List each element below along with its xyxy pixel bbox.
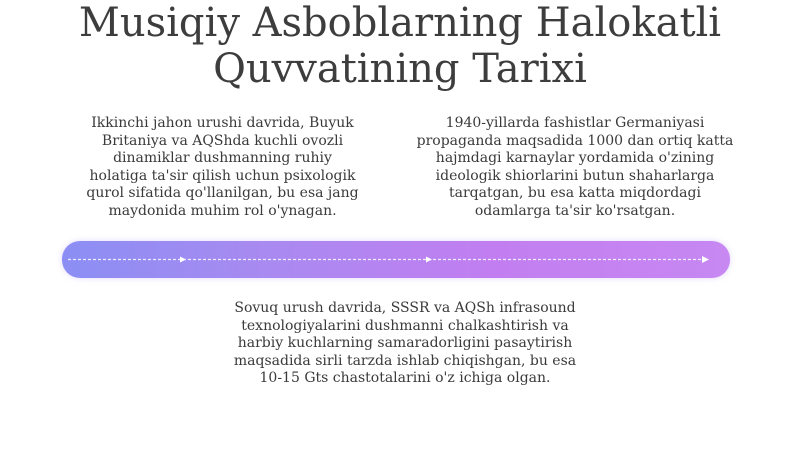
text-line: tarqatgan, bu esa katta miqdordagi <box>449 185 701 201</box>
text-line: Britaniya va AQShda kuchli ovozli <box>101 132 344 149</box>
text-block-right <box>410 115 740 220</box>
text-line: 1940-yillarda fashistlar Germaniyasi <box>445 115 705 131</box>
text-line: harbiy kuchlarning samaradorligini pasaytirish <box>237 335 573 351</box>
text-line: holatiga ta'sir qilish uchun psixologik <box>89 167 356 184</box>
text-line: propaganda maqsadida 1000 dan ortiq katta <box>416 132 734 149</box>
text-line: odamlarga ta'sir ko'rsatgan. <box>474 202 676 219</box>
text-block-left <box>55 115 390 220</box>
text-line: 10-15 Gts chastotalarini o'z ichiga olgan. <box>259 370 551 386</box>
text-line: qurol sifatida qo'llanilgan, bu esa jang <box>86 185 359 201</box>
text-line: ideologik shiorlarini butun shaharlarga <box>435 167 715 184</box>
arrow-icon <box>426 257 432 263</box>
title-line-2: Quvvatining Tarixi <box>213 46 587 92</box>
timeline-arrows <box>62 241 730 278</box>
timeline-bar <box>62 241 730 278</box>
text-line: hajmdagi karnaylar yordamida o'zining <box>435 150 715 166</box>
title-line-1: Musiqiy Asboblarning Halokatli <box>78 0 722 46</box>
arrow-icon <box>702 256 709 263</box>
text-line: maydonida muhim rol o'ynagan. <box>108 202 337 219</box>
text-block-bottom <box>215 300 595 388</box>
arrow-icon <box>180 257 186 263</box>
text-line: Sovuq urush davrida, SSSR va AQSh infrasound <box>234 300 576 316</box>
text-line: maqsadida sirli tarzda ishlab chiqishgan, bu esa <box>233 352 577 369</box>
page-title <box>0 0 800 92</box>
text-line: texnologiyalarini dushmanni chalkashtirish va <box>241 317 569 334</box>
text-line: dinamiklar dushmanning ruhiy <box>113 150 332 166</box>
text-line: Ikkinchi jahon urushi davrida, Buyuk <box>91 115 354 131</box>
